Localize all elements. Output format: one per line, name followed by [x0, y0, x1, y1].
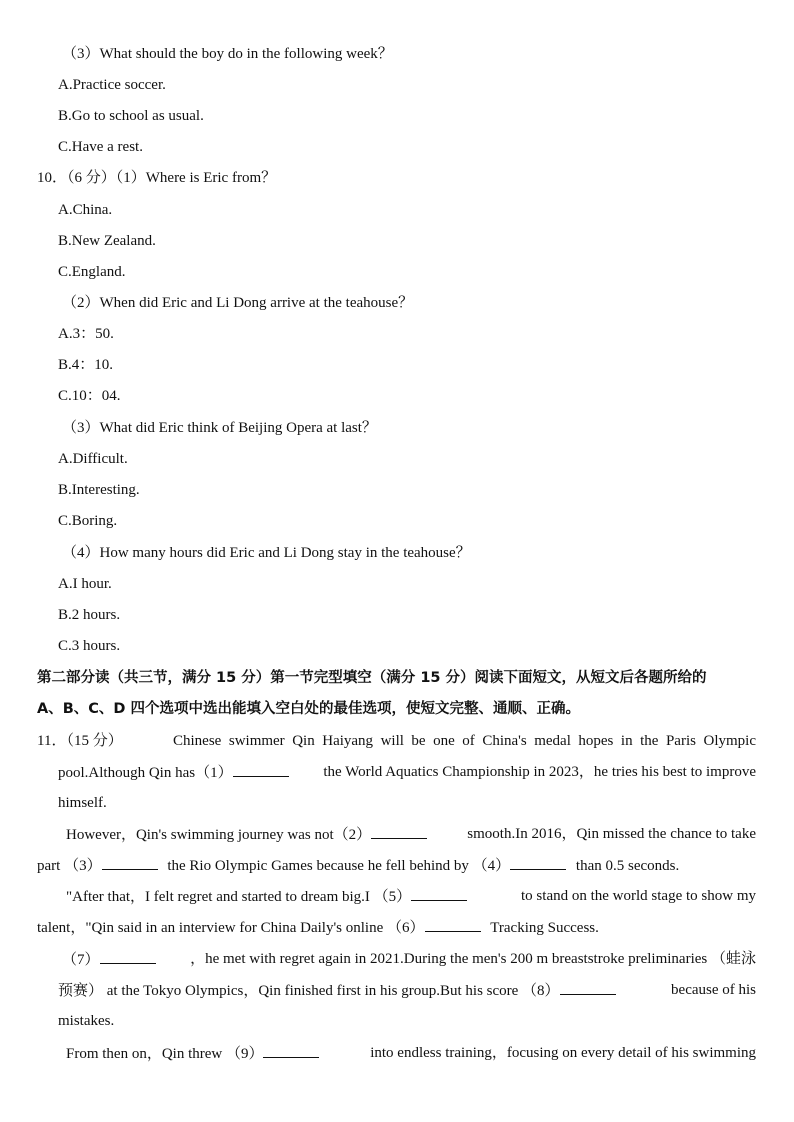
passage-text: However，Qin's swimming journey was not（2） [66, 827, 372, 843]
passage-text: From then on，Qin threw （9） [66, 1046, 264, 1062]
answer-blank-1[interactable] [233, 762, 289, 777]
option-c: C.3 hours. [58, 638, 121, 654]
option-b: B.Interesting. [58, 482, 140, 498]
passage-text: the Rio Olympic Games because he fell behind by （4） [167, 858, 511, 874]
answer-blank-9[interactable] [263, 1043, 319, 1058]
option-a: A.3：50. [58, 326, 114, 342]
passage-line [37, 855, 679, 876]
answer-blank-5[interactable] [411, 886, 467, 901]
answer-blank-6[interactable] [425, 917, 481, 932]
question-10-4: （4）How many hours did Eric and Li Dong stay in the teahouse？ [62, 545, 471, 561]
option-b: B.New Zealand. [58, 233, 156, 249]
passage-text: into endless training，focusing on every detail of his swimming [370, 1045, 756, 1061]
passage-line: mistakes. [58, 1013, 115, 1029]
option-c: C.10：04. [58, 388, 121, 404]
passage-line [66, 1043, 756, 1064]
passage-text: "After that，I felt regret and started to dream big.I （5） [66, 889, 412, 905]
passage-line: Chinese swimmer Qin Haiyang will be one of China's medal hopes in the Paris Olympic [173, 733, 756, 749]
question-10-1: 10．（6 分）（1）Where is Eric from？ [37, 170, 277, 186]
section-heading-line-2: A、B、C、D 四个选项中选出能填入空白处的最佳选项，使短文完整、通顺、正确。 [37, 701, 580, 717]
option-a: A.Practice soccer. [58, 77, 166, 93]
passage-text: （7） [62, 952, 100, 968]
passage-line: himself. [58, 795, 107, 811]
option-b: B.4：10. [58, 357, 114, 373]
answer-blank-4[interactable] [510, 855, 566, 870]
answer-blank-8[interactable] [560, 980, 616, 995]
passage-line [62, 949, 756, 970]
passage-line [37, 917, 599, 938]
passage-text: ，he met with regret again in 2021.During the men's 200 m breaststroke preliminaries （蛙泳 [190, 951, 756, 967]
answer-blank-7[interactable] [100, 949, 156, 964]
question-9-3: （3）What should the boy do in the following week？ [62, 46, 393, 62]
passage-text: than 0.5 seconds. [575, 858, 680, 874]
question-11-number: 11．（15 分） [37, 733, 123, 749]
option-a: A.Difficult. [58, 451, 128, 467]
passage-line [66, 824, 756, 845]
answer-blank-2[interactable] [371, 824, 427, 839]
passage-text: because of his [671, 982, 756, 998]
question-10-2: （2）When did Eric and Li Dong arrive at the teahouse？ [62, 295, 414, 311]
passage-text: the World Aquatics Championship in 2023，he tries his best to improve [323, 764, 756, 780]
option-c: C.Have a rest. [58, 139, 143, 155]
option-a: A.I hour. [58, 576, 112, 592]
passage-text: Tracking Success. [490, 920, 599, 936]
option-b: B.Go to school as usual. [58, 108, 204, 124]
section-heading-line-1: 第二部分读（共三节，满分 15 分）第一节完型填空（满分 15 分）阅读下面短文，从短文后各题所给的 [37, 670, 707, 686]
passage-text: 预赛） at the Tokyo Olympics，Qin finished first in his group.But his score （8） [58, 983, 560, 999]
answer-blank-3[interactable] [102, 855, 158, 870]
option-b: B.2 hours. [58, 607, 121, 623]
passage-line [66, 886, 756, 907]
question-10-3: （3）What did Eric think of Beijing Opera at last？ [62, 420, 377, 436]
passage-text: part （3） [37, 858, 102, 874]
passage-text: to stand on the world stage to show my [521, 888, 756, 904]
passage-text: smooth.In 2016，Qin missed the chance to take [467, 826, 756, 842]
passage-text: talent，"Qin said in an interview for China Daily's online （6） [37, 920, 425, 936]
option-a: A.China. [58, 202, 113, 218]
passage-line [58, 980, 756, 1001]
option-c: C.England. [58, 264, 126, 280]
passage-text: pool.Although Qin has（1） [58, 765, 233, 781]
passage-line [58, 762, 756, 783]
option-c: C.Boring. [58, 513, 118, 529]
